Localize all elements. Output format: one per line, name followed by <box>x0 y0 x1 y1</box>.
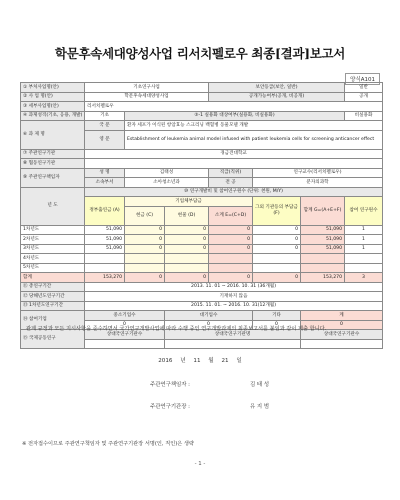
label-project-name: ② 사 업 명(안) <box>21 92 85 102</box>
row-host-org <box>21 149 383 159</box>
budget-people <box>345 263 383 273</box>
budget-year: 3차년도 <box>21 244 85 254</box>
row-field <box>21 111 383 121</box>
budget-year: 1차년도 <box>21 225 85 235</box>
budget-total-cash: 0 <box>125 273 165 283</box>
label-total-period: ⑪ 총연구기간 <box>21 282 85 292</box>
header-people: 참여 연구원수 <box>345 197 383 226</box>
label-year: 년 도 <box>21 187 85 225</box>
label-intl: ⑮ 국제공동연구 <box>21 330 85 349</box>
budget-year: 5차년도 <box>21 263 85 273</box>
label-commercialization: ⑤-1 실용화 대상여부(실용화, 비실용화) <box>125 111 345 121</box>
label-biz-sum: 계 <box>301 311 383 321</box>
value-project-no: 기초연구사업 <box>85 83 209 93</box>
budget-gov <box>85 254 125 264</box>
budget-cash: 0 <box>125 244 165 254</box>
budget-total-gov: 153,270 <box>85 273 125 283</box>
label-sub-project: ③ 세부사업명(안) <box>21 102 85 112</box>
header-gov: 정부출연금 (A) <box>85 197 125 226</box>
budget-cash <box>125 263 165 273</box>
label-intl-count-2: 상대국연구기관수 <box>301 330 383 340</box>
value-pi-dept: 소아청소년과 <box>125 178 209 188</box>
value-project-name: 학문후속세대양성사업 <box>85 92 209 102</box>
value-year-period: 2015. 11. 01. ~ 2016. 10. 31(12개월) <box>85 301 383 311</box>
value-sub-project: 리서치펠로우 <box>85 102 383 112</box>
row-year-period <box>21 301 383 311</box>
label-current-period: ⑫ 당해년도연구기간 <box>21 292 85 302</box>
value-security: 일반 <box>345 83 383 93</box>
value-large-biz: 0 <box>165 320 253 330</box>
pi-signature-label: 주관연구책임자 : <box>150 382 190 388</box>
footnote: ※ 전자접수이므로 주관연구책임자 및 주관연구기관장 서명(인, 직인)은 생략 <box>22 441 194 447</box>
budget-inkind: 0 <box>165 244 209 254</box>
pi-signature-name: 김 태 성 <box>250 382 270 388</box>
label-pi: ⑨ 주관연구책임자 <box>21 168 85 187</box>
page-number: - 1 - <box>194 461 206 467</box>
label-budget-section: ⑩ 연구개발비 및 참여연구원수 (단위: 천원, M/Y) <box>85 187 383 197</box>
label-coop-org: ⑧ 협동연구기관 <box>21 159 85 169</box>
form-number-badge: 양식A101 <box>345 73 380 85</box>
value-intl-count-2 <box>301 339 383 349</box>
value-task-title-english: Establishment of leukemia animal model infused with patient leukemia cells for screening anticancer effect <box>125 130 383 149</box>
label-intl-count: 상대국연구기관수 <box>85 330 165 340</box>
budget-row <box>21 254 383 264</box>
label-pi-dept: 소속부서 <box>85 178 125 188</box>
label-host-org: ⑦ 주관연구기관 <box>21 149 85 159</box>
budget-gov: 51,090 <box>85 235 125 245</box>
label-large-biz: 대기업수 <box>165 311 253 321</box>
value-pi-major: 분자의과학 <box>253 178 383 188</box>
budget-total <box>301 263 345 273</box>
budget-people: 1 <box>345 225 383 235</box>
budget-etc <box>253 254 301 264</box>
budget-year: 4차년도 <box>21 254 85 264</box>
row-project-name <box>21 92 383 102</box>
label-english: 영 문 <box>85 130 125 149</box>
row-pi-name <box>21 168 383 178</box>
value-host-org: 경금견대학교 <box>85 149 383 159</box>
budget-subtotal <box>209 254 253 264</box>
header-total: 합계 G=(A+E+F) <box>301 197 345 226</box>
row-coop-org <box>21 159 383 169</box>
value-small-biz: 0 <box>85 320 165 330</box>
row-project-no <box>21 83 383 93</box>
budget-row <box>21 235 383 245</box>
label-task-nature: ④ 과제성격(기초, 응용, 개발) <box>21 111 85 121</box>
page-title: 학문후속세대양성사업 리서치펠로우 최종[결과]보고서 <box>54 46 346 61</box>
budget-cash: 0 <box>125 235 165 245</box>
budget-inkind <box>165 263 209 273</box>
org-head-signature-name: 유 지 범 <box>250 404 270 410</box>
budget-cash <box>125 254 165 264</box>
row-task-title-ko <box>21 121 383 131</box>
budget-row <box>21 225 383 235</box>
label-intl-name: 상대국연구기관명 <box>165 330 301 340</box>
value-disclosure: 공개 <box>345 92 383 102</box>
label-task-title: ⑥ 과 제 명 <box>21 121 85 150</box>
value-etc-biz: 0 <box>253 320 301 330</box>
label-pi-major: 전 공 <box>209 178 253 188</box>
submission-statement: 관계 규정과 모든 지시사항을 준수하면서 국가연구개발사업에 따라 수행 중인 연구개발과제의 최종보고서를 붙임과 같이 제출 합니다. <box>26 326 327 332</box>
label-disclosure: 공개가능여부(공개, 비공개) <box>209 92 345 102</box>
submission-date: 2016 년 11 월 21 일 <box>158 358 242 364</box>
row-participants-head <box>21 311 383 321</box>
value-intl-name <box>165 339 301 349</box>
value-total-period: 2013. 11. 01 ~ 2016. 10. 31 (36개월) <box>85 282 383 292</box>
value-pi-rank: 연구교수(리서치펠로우) <box>253 168 383 178</box>
budget-row <box>21 263 383 273</box>
budget-total-inkind: 0 <box>165 273 209 283</box>
budget-total-people: 3 <box>345 273 383 283</box>
value-task-nature: 기초 <box>85 111 125 121</box>
budget-subtotal <box>209 263 253 273</box>
budget-total-subtotal: 0 <box>209 273 253 283</box>
budget-total: 51,090 <box>301 225 345 235</box>
budget-year: 2차년도 <box>21 235 85 245</box>
budget-row <box>21 244 383 254</box>
header-subtotal: 소계 E=(C+D) <box>209 206 253 225</box>
value-pi-name: 김태성 <box>125 168 209 178</box>
budget-subtotal: 0 <box>209 244 253 254</box>
label-year-period: ⑬ 1차년도연구기간 <box>21 301 85 311</box>
budget-gov <box>85 263 125 273</box>
value-intl-count <box>85 339 165 349</box>
budget-inkind: 0 <box>165 235 209 245</box>
header-inkind: 현물 (D) <box>165 206 209 225</box>
budget-cash: 0 <box>125 225 165 235</box>
budget-etc: 0 <box>253 225 301 235</box>
budget-gov: 51,090 <box>85 244 125 254</box>
budget-inkind <box>165 254 209 264</box>
budget-subtotal: 0 <box>209 235 253 245</box>
label-etc-biz: 기타 <box>253 311 301 321</box>
report-table <box>20 82 383 349</box>
row-ministry <box>21 102 383 112</box>
value-current-period: 기재하지 않음 <box>85 292 383 302</box>
budget-total-etc: 0 <box>253 273 301 283</box>
value-commercialization: 비실용화 <box>345 111 383 121</box>
budget-inkind: 0 <box>165 225 209 235</box>
header-etc: 그외 기관등의 부담금 (F) <box>253 197 301 226</box>
budget-subtotal: 0 <box>209 225 253 235</box>
header-private: 기업체부담금 <box>125 197 253 207</box>
value-coop-org <box>85 159 383 169</box>
label-small-biz: 중소기업수 <box>85 311 165 321</box>
label-project-no: ① 부처사업명(안) <box>21 83 85 93</box>
budget-gov: 51,090 <box>85 225 125 235</box>
value-task-title-korean: 환자 세포가 이식된 항암효능 스크리닝 백혈병 동물모델 개발 <box>125 121 383 131</box>
value-biz-sum: 0 <box>301 320 383 330</box>
label-participants: ⑭ 참여기업 <box>21 311 85 330</box>
budget-etc: 0 <box>253 244 301 254</box>
budget-people <box>345 254 383 264</box>
budget-total-total: 153,270 <box>301 273 345 283</box>
budget-people: 1 <box>345 235 383 245</box>
label-security: 보안등급(보안, 일반) <box>209 83 345 93</box>
row-current-period <box>21 292 383 302</box>
budget-total-label: 합계 <box>21 273 85 283</box>
budget-people: 1 <box>345 244 383 254</box>
row-total-period <box>21 282 383 292</box>
budget-total <box>301 254 345 264</box>
report-form <box>20 82 382 349</box>
budget-etc <box>253 263 301 273</box>
budget-total: 51,090 <box>301 235 345 245</box>
budget-total-row <box>21 273 383 283</box>
label-korean: 국 문 <box>85 121 125 131</box>
org-head-signature-label: 주관연구기관장 : <box>150 404 190 410</box>
budget-etc: 0 <box>253 235 301 245</box>
header-cash: 현금 (C) <box>125 206 165 225</box>
budget-total: 51,090 <box>301 244 345 254</box>
label-pi-name: 성 명 <box>85 168 125 178</box>
row-budget-section <box>21 187 383 197</box>
label-pi-rank: 직급(직위) <box>209 168 253 178</box>
